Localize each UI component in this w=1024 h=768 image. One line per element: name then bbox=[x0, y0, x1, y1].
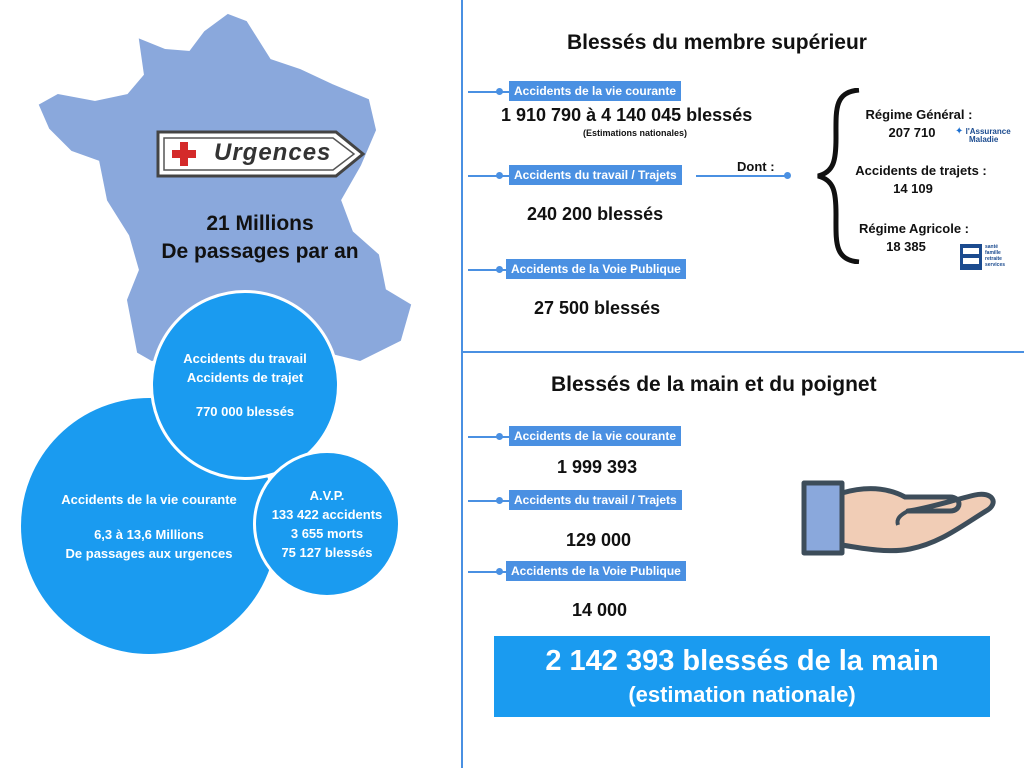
dont-label: Dont : bbox=[737, 159, 775, 174]
dot-dont bbox=[784, 172, 791, 179]
tag-lower-vie: Accidents de la vie courante bbox=[509, 426, 681, 446]
upper-voie-value: 27 500 blessés bbox=[534, 298, 661, 318]
total-line2: (estimation nationale) bbox=[628, 682, 856, 707]
upper-vie-value: 1 910 790 à 4 140 045 blessés bbox=[501, 105, 753, 125]
circle-vie-line3: De passages aux urgences bbox=[65, 545, 233, 561]
circle-vie-line1: Accidents de la vie courante bbox=[61, 491, 237, 507]
tag-upper-voie: Accidents de la Voie Publique bbox=[506, 259, 686, 279]
sign-label: Urgences bbox=[214, 139, 332, 166]
circle-vie-line2: 6,3 à 13,6 Millions bbox=[94, 526, 204, 542]
dot-lower-vie bbox=[496, 433, 503, 440]
lower-travail-value: 129 000 bbox=[566, 530, 632, 550]
tag-lower-voie: Accidents de la Voie Publique bbox=[506, 561, 686, 581]
red-cross-icon bbox=[172, 142, 196, 166]
open-hand-icon bbox=[790, 475, 1005, 575]
msa-logo-line3: retraite bbox=[985, 256, 1002, 262]
circle-travail-line2: Accidents de trajet bbox=[186, 370, 304, 385]
connector-lower-travail bbox=[468, 500, 510, 502]
headline-line2: De passages par an bbox=[161, 240, 359, 263]
total-box bbox=[494, 636, 990, 717]
assurance-maladie-logo bbox=[955, 128, 1011, 144]
circle-travail-line1: Accidents du travail bbox=[183, 351, 307, 366]
msa-logo-line1: santé bbox=[985, 244, 999, 250]
msa-logo-icon bbox=[960, 244, 982, 270]
assurance-maladie-star-icon: ✦ bbox=[955, 126, 964, 137]
circle-avp-line1: A.V.P. bbox=[309, 488, 345, 503]
dot-upper-vie bbox=[496, 88, 503, 95]
dot-lower-voie bbox=[496, 568, 503, 575]
connector-lower-voie bbox=[468, 571, 510, 573]
upper-travail-value: 240 200 blessés bbox=[527, 204, 664, 224]
circle-avp bbox=[253, 450, 401, 598]
vertical-divider bbox=[461, 0, 463, 768]
dot-upper-voie bbox=[496, 266, 503, 273]
circle-avp-line3: 3 655 morts bbox=[290, 526, 364, 541]
urgences-sign bbox=[156, 130, 366, 178]
regime-general-label: Régime Général : bbox=[865, 107, 973, 122]
assurance-logo-line2: Maladie bbox=[969, 135, 999, 144]
lower-section-title: Blessés de la main et du poignet bbox=[551, 373, 877, 396]
total-line1: 2 142 393 blessés de la main bbox=[545, 645, 939, 677]
dot-upper-travail bbox=[496, 172, 503, 179]
accidents-trajets-label: Accidents de trajets : bbox=[855, 163, 987, 178]
connector-upper-voie bbox=[468, 269, 510, 271]
headline-line1: 21 Millions bbox=[206, 212, 314, 235]
upper-section-title: Blessés du membre supérieur bbox=[567, 31, 867, 54]
dot-lower-travail bbox=[496, 497, 503, 504]
circle-avp-line2: 133 422 accidents bbox=[271, 507, 383, 522]
upper-vie-note: (Estimations nationales) bbox=[583, 128, 688, 138]
tag-upper-vie: Accidents de la vie courante bbox=[509, 81, 681, 101]
tag-lower-travail: Accidents du travail / Trajets bbox=[509, 490, 682, 510]
msa-logo bbox=[960, 244, 1005, 270]
assurance-logo-line1: l'Assurance bbox=[965, 127, 1011, 136]
horizontal-divider bbox=[461, 351, 1024, 353]
accidents-trajets-value: 14 109 bbox=[893, 181, 933, 196]
regime-general-value: 207 710 bbox=[888, 125, 936, 140]
regime-agricole-label: Régime Agricole : bbox=[858, 221, 970, 236]
lower-vie-value: 1 999 393 bbox=[557, 457, 638, 477]
circle-avp-line4: 75 127 blessés bbox=[281, 545, 373, 560]
regime-agricole-value: 18 385 bbox=[886, 239, 926, 254]
connector-upper-vie bbox=[468, 91, 510, 93]
connector-dont bbox=[696, 175, 788, 177]
msa-logo-line2: famille bbox=[985, 250, 1001, 256]
connector-lower-vie bbox=[468, 436, 510, 438]
msa-logo-line4: services bbox=[985, 262, 1006, 268]
circle-travail-line3: 770 000 blessés bbox=[195, 404, 295, 419]
tag-upper-travail: Accidents du travail / Trajets bbox=[509, 165, 682, 185]
lower-voie-value: 14 000 bbox=[572, 600, 628, 620]
connector-upper-travail bbox=[468, 175, 510, 177]
